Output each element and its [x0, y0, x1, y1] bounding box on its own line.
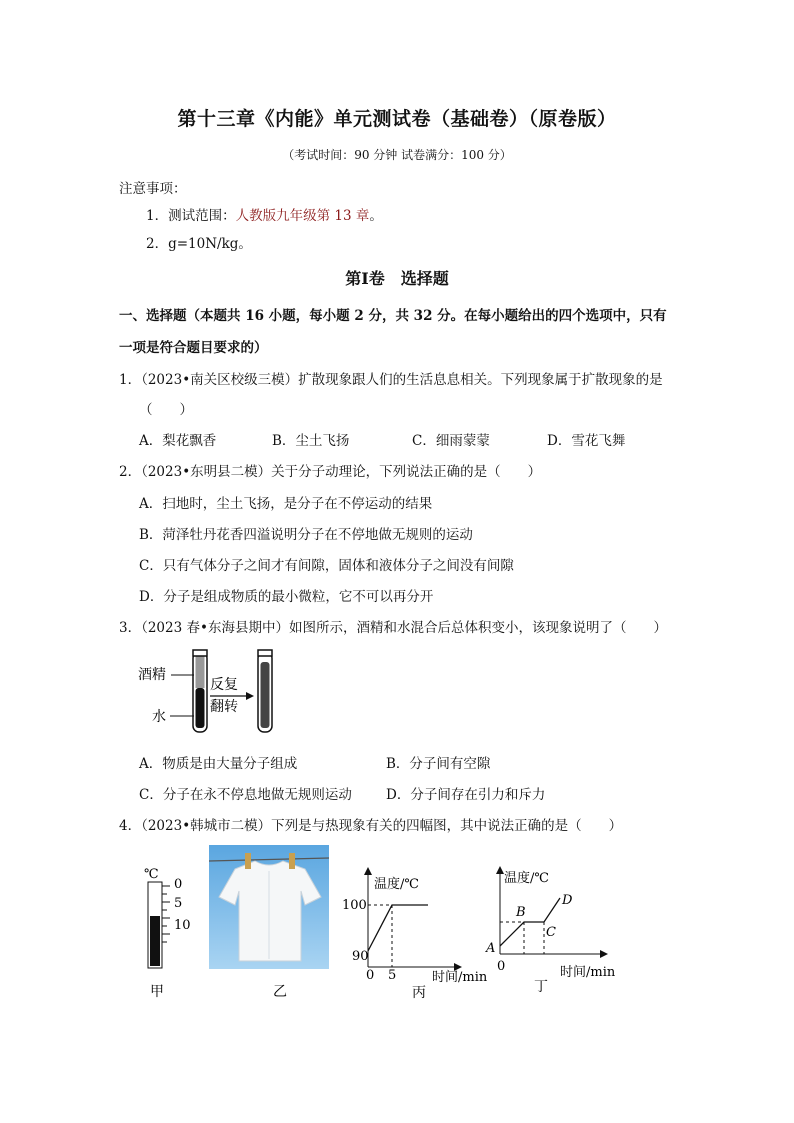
- tube-after-icon: [258, 650, 272, 732]
- q1-option-b: B．尘土飞扬: [272, 433, 350, 449]
- q3-option-d: D．分子间存在引力和斥力: [386, 787, 546, 803]
- test-range: 人教版九年级第 13 章: [235, 208, 370, 224]
- q1-option-d: D．雪花飞舞: [547, 433, 626, 449]
- q3-stem: 3．（2023 春•东海县期中）如图所示，酒精和水混合后总体积变小，该现象说明了（ ）: [119, 620, 667, 636]
- section-title: 第Ⅰ卷 选择题: [345, 269, 449, 288]
- note-item-1: [146, 204, 383, 224]
- bing-xtick-0: 0: [366, 968, 375, 983]
- bing-ytick-90: 90: [352, 949, 369, 964]
- arrow-icon: [246, 692, 254, 700]
- notes-heading: 注意事项：: [119, 181, 187, 197]
- q2-option-c: C．只有气体分子之间才有间隙，固体和液体分子之间没有间隙: [139, 558, 514, 574]
- bing-xtick-5: 5: [388, 968, 397, 983]
- bing-ytick-100: 100: [342, 898, 367, 913]
- q3-figure: [130, 648, 290, 738]
- q1-stem: 1．（2023•南关区校级三模）扩散现象跟人们的生活息息相关。下列现象属于扩散现象的是: [119, 372, 663, 388]
- exam-info: （考试时间：90 分钟 试卷满分：100 分）: [282, 148, 512, 162]
- jia-tick-0: 0: [174, 877, 183, 892]
- figure-ding: [482, 864, 627, 999]
- tube-before-icon: [193, 650, 207, 732]
- bing-ylabel: 温度/℃: [374, 877, 419, 892]
- bing-xlabel: 时间/min: [432, 970, 488, 985]
- note-item-1-suffix: 。: [369, 208, 383, 224]
- water-label: 水: [152, 709, 166, 725]
- jia-tick-10: 10: [174, 918, 191, 933]
- alcohol-label: 酒精: [138, 667, 166, 683]
- ding-point-c: C: [546, 925, 556, 940]
- caption-jia: 甲: [150, 984, 164, 999]
- clothespin-left-icon: [245, 853, 251, 869]
- ding-point-a: A: [486, 941, 496, 956]
- thermometer-icon: [148, 882, 170, 968]
- figure-jia: [134, 864, 194, 999]
- q2-option-d: D．分子是组成物质的最小微粒，它不可以再分开: [139, 589, 434, 605]
- ding-ylabel: 温度/℃: [504, 871, 549, 886]
- arrow-label-top: 反复: [210, 677, 238, 693]
- q4-stem: 4．（2023•韩城市二模）下列是与热现象有关的四幅图，其中说法正确的是（ ）: [119, 818, 623, 834]
- section-instructions-1: 一、选择题（本题共 16 小题，每小题 2 分，共 32 分。在每小题给出的四个选项中，只有: [119, 308, 667, 324]
- q3-option-b: B．分子间有空隙: [386, 756, 491, 772]
- q1-blank: （ ）: [139, 402, 193, 418]
- note-item-2: 2．g=10N/kg。: [146, 236, 252, 252]
- bing-curve: [368, 905, 428, 951]
- q1-option-c: C．细雨蒙蒙: [412, 433, 490, 449]
- q2-option-b: B．菏泽牡丹花香四溢说明分子在不停地做无规则的运动: [139, 527, 473, 543]
- page-title: 第十三章《内能》单元测试卷（基础卷）（原卷版）: [177, 108, 617, 130]
- figure-yi: [209, 845, 329, 1000]
- caption-yi: 乙: [273, 984, 287, 1000]
- clothespin-right-icon: [289, 853, 295, 869]
- note-item-1-prefix: 1．测试范围：: [146, 208, 236, 224]
- arrow-label-bottom: 翻转: [210, 699, 238, 715]
- ding-xlabel: 时间/min: [560, 965, 616, 980]
- caption-bing: 丙: [412, 985, 426, 1000]
- section-instructions-2: 一项是符合题目要求的）: [119, 340, 268, 356]
- thermometer-unit: ℃: [144, 867, 159, 882]
- q1-option-a: A．梨花飘香: [139, 433, 217, 449]
- figure-bing: [338, 865, 498, 1000]
- ding-origin: 0: [497, 959, 506, 974]
- q2-stem: 2．（2023•东明县二模）关于分子动理论，下列说法正确的是（ ）: [119, 464, 542, 480]
- q2-option-a: A．扫地时，尘土飞扬，是分子在不停运动的结果: [139, 496, 433, 512]
- ding-point-d: D: [562, 893, 573, 908]
- q3-option-c: C．分子在永不停息地做无规则运动: [139, 787, 352, 803]
- jia-tick-5: 5: [174, 896, 183, 911]
- q3-option-a: A．物质是由大量分子组成: [139, 756, 298, 772]
- caption-ding: 丁: [534, 979, 548, 995]
- ding-point-b: B: [516, 905, 526, 920]
